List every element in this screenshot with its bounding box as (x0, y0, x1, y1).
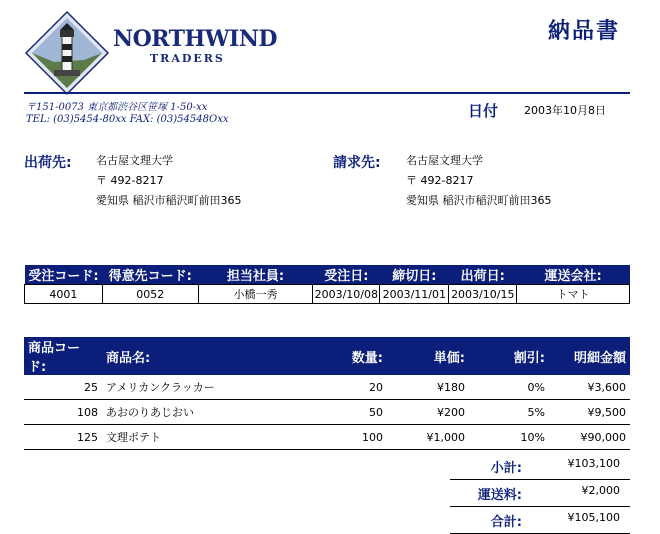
totals-block (450, 453, 630, 534)
unit-price-header: 単価: (387, 337, 469, 375)
items-table (24, 337, 630, 450)
line-amount: ¥90,000 (549, 425, 630, 450)
ship-to-block (96, 151, 242, 211)
unit-price: ¥1,000 (387, 425, 469, 450)
shipper-value: トマト (517, 285, 630, 304)
discount: 5% (469, 400, 549, 425)
quantity: 50 (297, 400, 387, 425)
ship-date-value: 2003/10/15 (449, 285, 517, 304)
product-name-header: 商品名: (102, 337, 297, 375)
document-title: 納品書 (547, 19, 620, 44)
table-row (24, 375, 630, 400)
ship-to-postal: 〒 492-8217 (96, 174, 164, 187)
shipping-row (450, 480, 630, 507)
total-value: ¥105,100 (567, 511, 620, 524)
bill-to-block (406, 151, 552, 211)
shipping-label: 運送料: (477, 488, 522, 503)
product-code: 25 (24, 375, 102, 400)
unit-price: ¥180 (387, 375, 469, 400)
employee-value: 小橋一秀 (198, 285, 313, 304)
line-amount: ¥9,500 (549, 400, 630, 425)
bill-to-label: 請求先: (333, 155, 381, 171)
product-name: あおのりあじおい (102, 400, 297, 425)
ship-to-label: 出荷先: (24, 155, 72, 171)
order-code-value: 4001 (25, 285, 103, 304)
order-date-header: 受注日: (313, 265, 380, 285)
ship-date-header: 出荷日: (449, 265, 517, 285)
bill-to-name: 名古屋文理大学 (406, 154, 483, 167)
header-divider (24, 92, 630, 94)
date-label: 日付 (468, 102, 499, 120)
product-name: 文理ポテト (102, 425, 297, 450)
ship-to-name: 名古屋文理大学 (96, 154, 173, 167)
order-info-value-row (25, 285, 630, 304)
items-header-row (24, 337, 630, 375)
bill-to-postal: 〒 492-8217 (406, 174, 474, 187)
product-code: 125 (24, 425, 102, 450)
product-name: アメリカンクラッカー (102, 375, 297, 400)
table-row (24, 400, 630, 425)
address-line: 〒151-0073 東京都渋谷区笹塚 1-50-xx (26, 102, 208, 113)
lighthouse-logo-icon (24, 10, 110, 96)
discount-header: 割引: (469, 337, 549, 375)
line-amount-header: 明細金額 (549, 337, 630, 375)
date-value: 2003年10月8日 (524, 104, 606, 117)
subtotal-row (450, 453, 630, 480)
subtotal-value: ¥103,100 (567, 457, 620, 470)
unit-price: ¥200 (387, 400, 469, 425)
order-info-table (24, 265, 630, 304)
quantity: 20 (297, 375, 387, 400)
employee-header: 担当社員: (198, 265, 313, 285)
quantity: 100 (297, 425, 387, 450)
ship-to-address: 愛知県 稲沢市稲沢町前田365 (96, 194, 242, 207)
logo-subtitle: TRADERS (150, 52, 225, 65)
bill-to-address: 愛知県 稲沢市稲沢町前田365 (406, 194, 552, 207)
shipping-value: ¥2,000 (581, 484, 620, 497)
line-amount: ¥3,600 (549, 375, 630, 400)
order-info-header-row (25, 265, 630, 285)
customer-code-value: 0052 (102, 285, 198, 304)
phone-fax-line: TEL: (03)5454-80xx FAX: (03)54548Oxx (26, 114, 229, 125)
discount: 10% (469, 425, 549, 450)
product-code-header: 商品コード: (24, 337, 102, 375)
due-date-value: 2003/11/01 (380, 285, 449, 304)
company-address (26, 102, 228, 126)
total-label: 合計: (490, 515, 522, 530)
order-date-value: 2003/10/08 (313, 285, 380, 304)
subtotal-label: 小計: (490, 461, 522, 476)
shipper-header: 運送会社: (517, 265, 630, 285)
order-code-header: 受注コード: (25, 265, 103, 285)
discount: 0% (469, 375, 549, 400)
due-date-header: 締切日: (380, 265, 449, 285)
product-code: 108 (24, 400, 102, 425)
logo-wordmark: NORTHWIND (113, 26, 278, 52)
table-row (24, 425, 630, 450)
quantity-header: 数量: (297, 337, 387, 375)
customer-code-header: 得意先コード: (102, 265, 198, 285)
